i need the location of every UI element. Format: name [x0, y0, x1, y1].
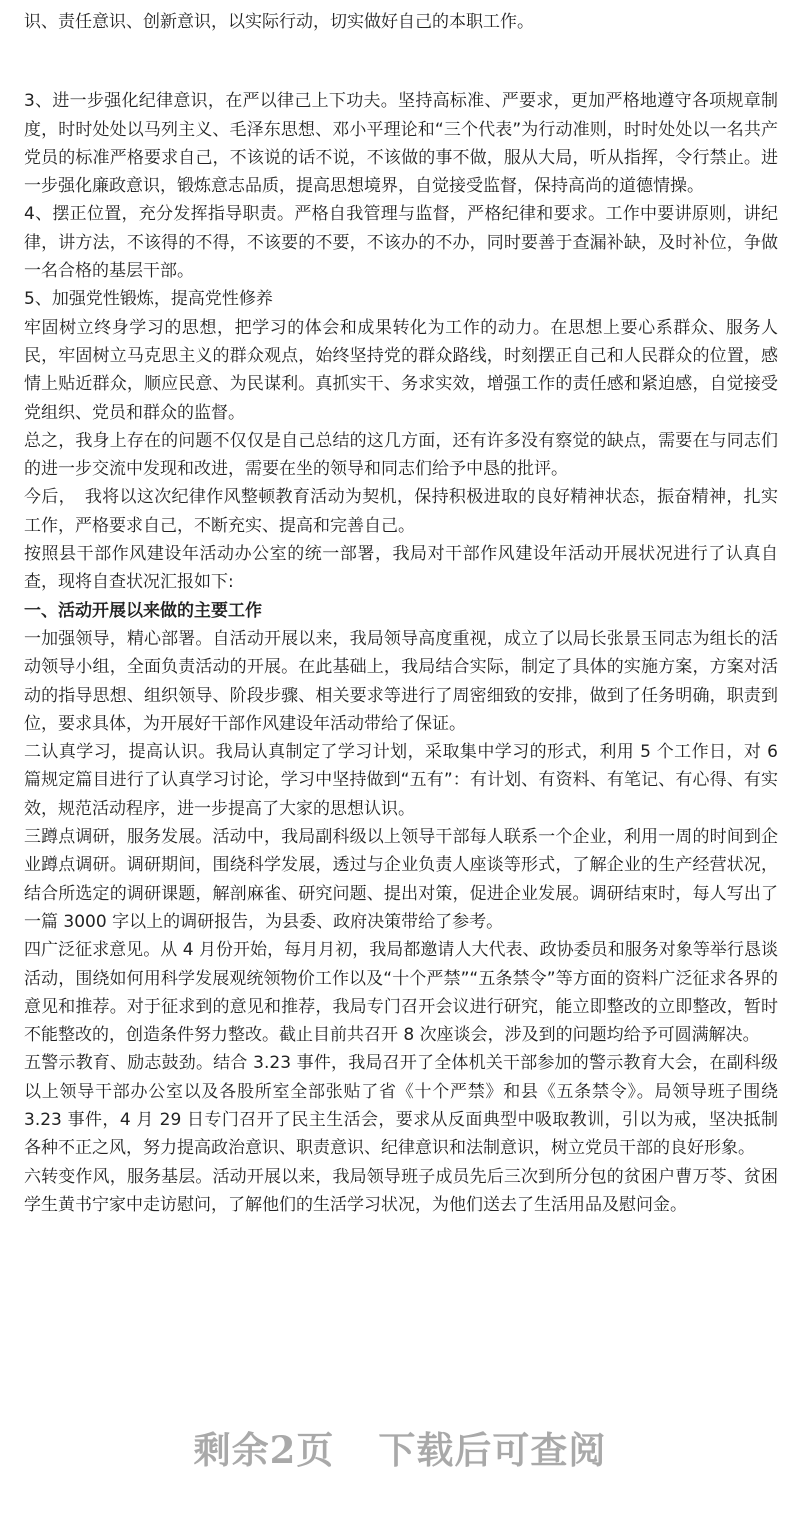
paragraph: 五警示教育、励志鼓劲。结合 3.23 事件，我局召开了全体机关干部参加的警示教育大会，在副科级以上领导干部办公室以及各股所室全部张贴了省《十个严禁》和县《五条禁令》。局领导班子围绕 3.23 事件，4 月 29 日专门召开了民主生活会，要求从反面典型中吸取教训，引以为戒，坚决抵制各种不正之风，努力提高政治意识、职责意识、纪律意识和法制意识，树立党员干部的良好形象。 — [24, 1053, 778, 1159]
paragraph: 总之，我身上存在的问题不仅仅是自己总结的这几方面，还有许多没有察觉的缺点，需要在与同志们的进一步交流中发现和改进，需要在坐的领导和同志们给予中恳的批评。 — [24, 430, 778, 480]
paragraph: 5、加强党性锻炼，提高党性修养 — [24, 289, 273, 310]
paragraph: 四广泛征求意见。从 4 月份开始，每月月初，我局都邀请人大代表、政协委员和服务对象等举行恳谈活动，围绕如何用科学发展观统领物价工作以及“十个严禁”“五条禁令”等方面的资料广泛征求各界的意见和推荐。对于征求到的意见和推荐，我局专门召开会议进行研究，能立即整改的立即整改，暂时不能整改的，创造条件努力整改。截止目前共召开 8 次座谈会，涉及到的问题均给予可圆满解决。 — [24, 940, 778, 1046]
section-heading: 一、活动开展以来做的主要工作 — [24, 600, 262, 621]
paragraph: 按照县干部作风建设年活动办公室的统一部署，我局对干部作风建设年活动开展状况进行了认真自查，现将自查状况汇报如下: — [24, 544, 778, 593]
remaining-pages-label: 剩余2页 — [193, 1428, 335, 1472]
download-hint-label: 下载后可查阅 — [378, 1428, 607, 1472]
download-prompt[interactable] — [0, 1420, 800, 1474]
paragraph-gap — [24, 36, 778, 87]
paragraph: 二认真学习，提高认识。我局认真制定了学习计划，采取集中学习的形式，利用 5 个工作日，对 6 篇规定篇目进行了认真学习讨论，学习中坚持做到“五有”：有计划、有资料、有笔记、有心得、有实效，规范活动程序，进一步提高了大家的思想认识。 — [24, 742, 778, 819]
document-body — [24, 8, 778, 1219]
paragraph: 3、进一步强化纪律意识，在严以律己上下功夫。坚持高标准、严要求，更加严格地遵守各项规章制度，时时处处以马列主义、毛泽东思想、邓小平理论和“三个代表”为行动准则，时时处处以一名共产党员的标准严格要求自己，不该说的话不说，不该做的事不做，服从大局，听从指挥，令行禁止。进一步强化廉政意识，锻炼意志品质，提高思想境界，自觉接受监督，保持高尚的道德情操。 — [24, 91, 778, 197]
paragraph: 三蹲点调研，服务发展。活动中，我局副科级以上领导干部每人联系一个企业，利用一周的时间到企业蹲点调研。调研期间，围绕科学发展，透过与企业负责人座谈等形式，了解企业的生产经营状况，结合所选定的调研课题，解剖麻雀、研究问题、提出对策，促进企业发展。调研结束时，每人写出了一篇 3000 字以上的调研报告，为县委、政府决策带给了参考。 — [24, 827, 778, 932]
paragraph: 4、摆正位置，充分发挥指导职责。严格自我管理与监督，严格纪律和要求。工作中要讲原则，讲纪律，讲方法，不该得的不得，不该要的不要，不该办的不办，同时要善于查漏补缺，及时补位，争做一名合格的基层干部。 — [24, 204, 778, 282]
paragraph: 六转变作风，服务基层。活动开展以来，我局领导班子成员先后三次到所分包的贫困户曹万苓、贫困学生黄书宁家中走访慰问，了解他们的生活学习状况，为他们送去了生活用品及慰问金。 — [24, 1166, 778, 1215]
paragraph: 牢固树立终身学习的思想，把学习的体会和成果转化为工作的动力。在思想上要心系群众、服务人民，牢固树立马克思主义的群众观点，始终坚持党的群众路线，时刻摆正自己和人民群众的位置，感情上贴近群众，顺应民意、为民谋利。真抓实干、务求实效，增强工作的责任感和紧迫感，自觉接受党组织、党员和群众的监督。 — [24, 317, 778, 423]
paragraph: 今后， 我将以这次纪律作风整顿教育活动为契机，保持积极进取的良好精神状态，振奋精神，扎实工作，严格要求自己，不断充实、提高和完善自己。 — [24, 487, 778, 536]
paragraph: 一加强领导，精心部署。自活动开展以来，我局领导高度重视，成立了以局长张景玉同志为组长的活动领导小组，全面负责活动的开展。在此基础上，我局结合实际，制定了具体的实施方案，方案对活动的指导思想、组织领导、阶段步骤、相关要求等进行了周密细致的安排，做到了任务明确，职责到位，要求具体，为开展好干部作风建设年活动带给了保证。 — [24, 628, 778, 734]
paragraph: 识、责任意识、创新意识，以实际行动，切实做好自己的本职工作。 — [24, 12, 534, 32]
